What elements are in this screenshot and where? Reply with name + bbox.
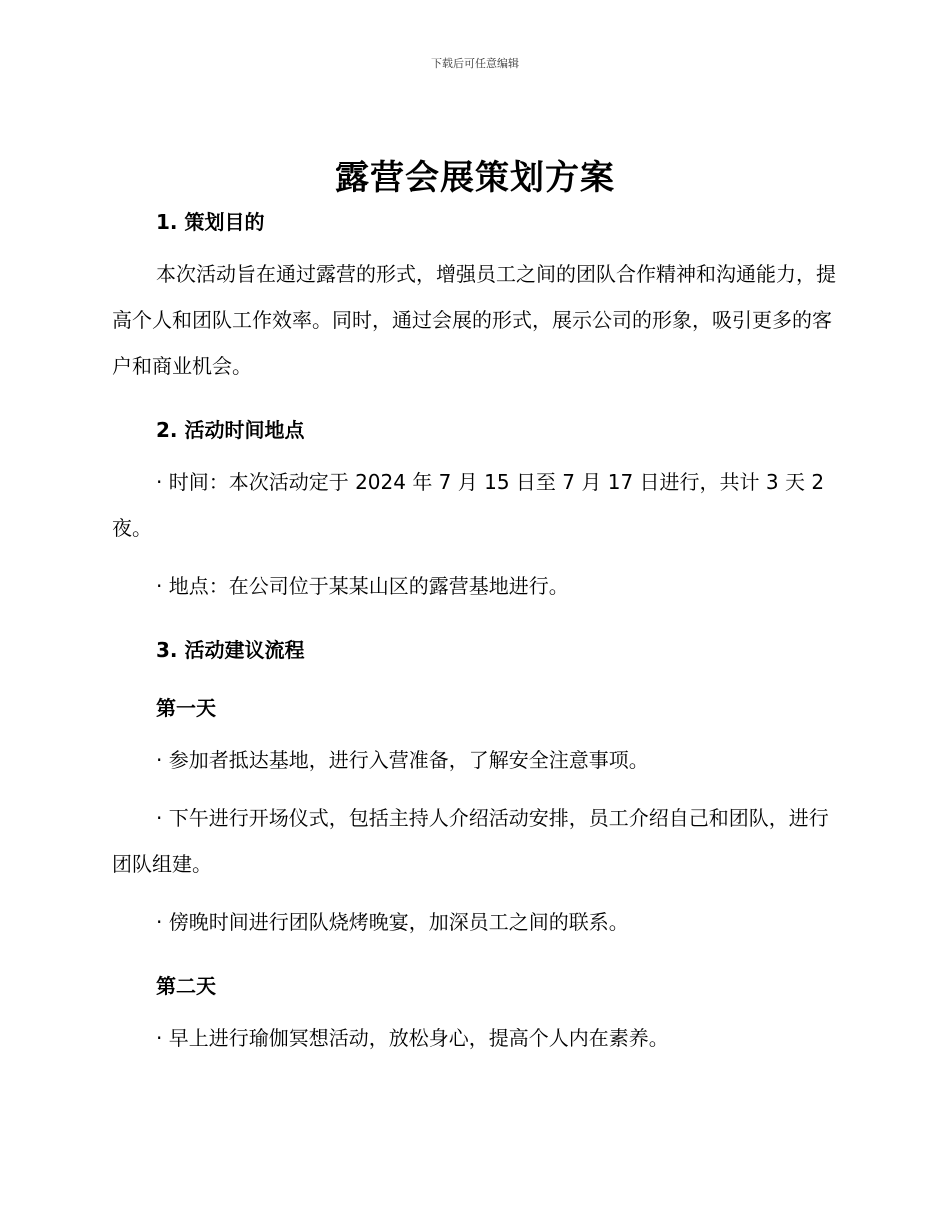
list-item: · 早上进行瑜伽冥想活动，放松身心，提高个人内在素养。 xyxy=(156,1026,669,1050)
document-body xyxy=(112,205,840,1061)
list-item: · 下午进行开场仪式，包括主持人介绍活动安排，员工介绍自己和团队，进行团队组建。 xyxy=(112,806,829,876)
day-heading-1: 第一天 xyxy=(156,696,216,720)
paragraph-time: · 时间：本次活动定于 2024 年 7 月 15 日至 7 月 17 日进行，共计 3 天 2 夜。 xyxy=(112,470,825,540)
paragraph-place: · 地点：在公司位于某某山区的露营基地进行。 xyxy=(156,574,569,598)
header-note: 下载后可任意编辑 xyxy=(431,57,519,70)
list-item: · 参加者抵达基地，进行入营准备，了解安全注意事项。 xyxy=(156,748,649,772)
section-heading-purpose: 1. 策划目的 xyxy=(156,210,265,234)
page-title: 露营会展策划方案 xyxy=(335,158,615,198)
section-heading-time-place: 2. 活动时间地点 xyxy=(156,418,305,442)
section-heading-process: 3. 活动建议流程 xyxy=(156,638,305,662)
list-item: · 傍晚时间进行团队烧烤晚宴，加深员工之间的联系。 xyxy=(156,910,629,934)
day-heading-2: 第二天 xyxy=(156,974,216,998)
paragraph-purpose: 本次活动旨在通过露营的形式，增强员工之间的团队合作精神和沟通能力，提高个人和团队工作效率。同时，通过会展的形式，展示公司的形象，吸引更多的客户和商业机会。 xyxy=(112,262,836,378)
